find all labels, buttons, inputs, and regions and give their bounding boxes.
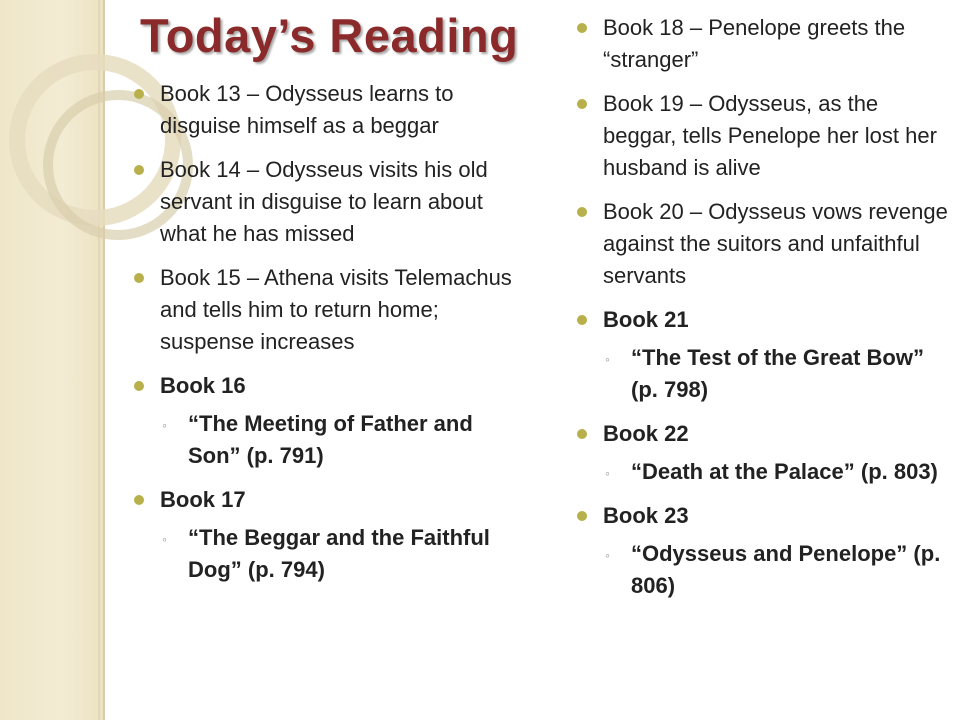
list-item (160, 154, 530, 250)
sub-item (603, 342, 948, 406)
item-text: Book 17 (160, 487, 246, 512)
bullet-dot (134, 89, 144, 99)
list-item (603, 88, 948, 184)
sub-item-text: “The Meeting of Father and Son” (p. 791) (188, 411, 473, 468)
sub-item-text: “The Test of the Great Bow” (p. 798) (631, 345, 924, 402)
bullet-dot (577, 429, 587, 439)
item-text: Book 18 – Penelope greets the “stranger” (603, 15, 906, 72)
list-item (603, 418, 948, 488)
bullet-dot (577, 511, 587, 521)
list-item (160, 370, 530, 472)
list-item (160, 78, 530, 142)
sub-item (160, 408, 530, 472)
list-item (603, 12, 948, 76)
right-bullet-list (603, 0, 948, 614)
list-item (160, 484, 530, 586)
item-text: Book 23 (603, 503, 689, 528)
sub-bullet-icon: ◦ (605, 351, 610, 367)
sub-item-text: “Death at the Palace” (p. 803) (631, 459, 938, 484)
sub-item (603, 538, 948, 602)
slide-title: Today’s Reading (140, 9, 519, 62)
item-text: Book 21 (603, 307, 689, 332)
sub-item (160, 522, 530, 586)
item-text: Book 20 – Odysseus vows revenge against the suitors and unfaithful servants (603, 199, 948, 288)
list-item (603, 196, 948, 292)
sub-item-text: “The Beggar and the Faithful Dog” (p. 794) (188, 525, 490, 582)
item-text: Book 14 – Odysseus visits his old servant in disguise to learn about what he has missed (160, 157, 488, 246)
item-text: Book 19 – Odysseus, as the beggar, tells Penelope her lost her husband is alive (603, 91, 937, 180)
bullet-dot (577, 99, 587, 109)
bullet-dot (134, 165, 144, 175)
list-item (160, 262, 530, 358)
bullet-dot (577, 23, 587, 33)
sub-item-text: “Odysseus and Penelope” (p. 806) (631, 541, 941, 598)
list-item (603, 500, 948, 602)
sub-bullet-icon: ◦ (162, 417, 167, 433)
sub-bullet-icon: ◦ (162, 531, 167, 547)
sub-item (603, 456, 948, 488)
bullet-dot (577, 207, 587, 217)
outer-ring (17, 62, 173, 218)
list-item (603, 304, 948, 406)
bullet-dot (134, 381, 144, 391)
sub-bullet-icon: ◦ (605, 465, 610, 481)
bullet-dot (577, 315, 587, 325)
bullet-dot (134, 273, 144, 283)
left-bullet-list (160, 78, 530, 598)
item-text: Book 13 – Odysseus learns to disguise himself as a beggar (160, 81, 454, 138)
item-text: Book 22 (603, 421, 689, 446)
bullet-dot (134, 495, 144, 505)
item-text: Book 15 – Athena visits Telemachus and tells him to return home; suspense increases (160, 265, 512, 354)
item-text: Book 16 (160, 373, 246, 398)
sub-bullet-icon: ◦ (605, 547, 610, 563)
